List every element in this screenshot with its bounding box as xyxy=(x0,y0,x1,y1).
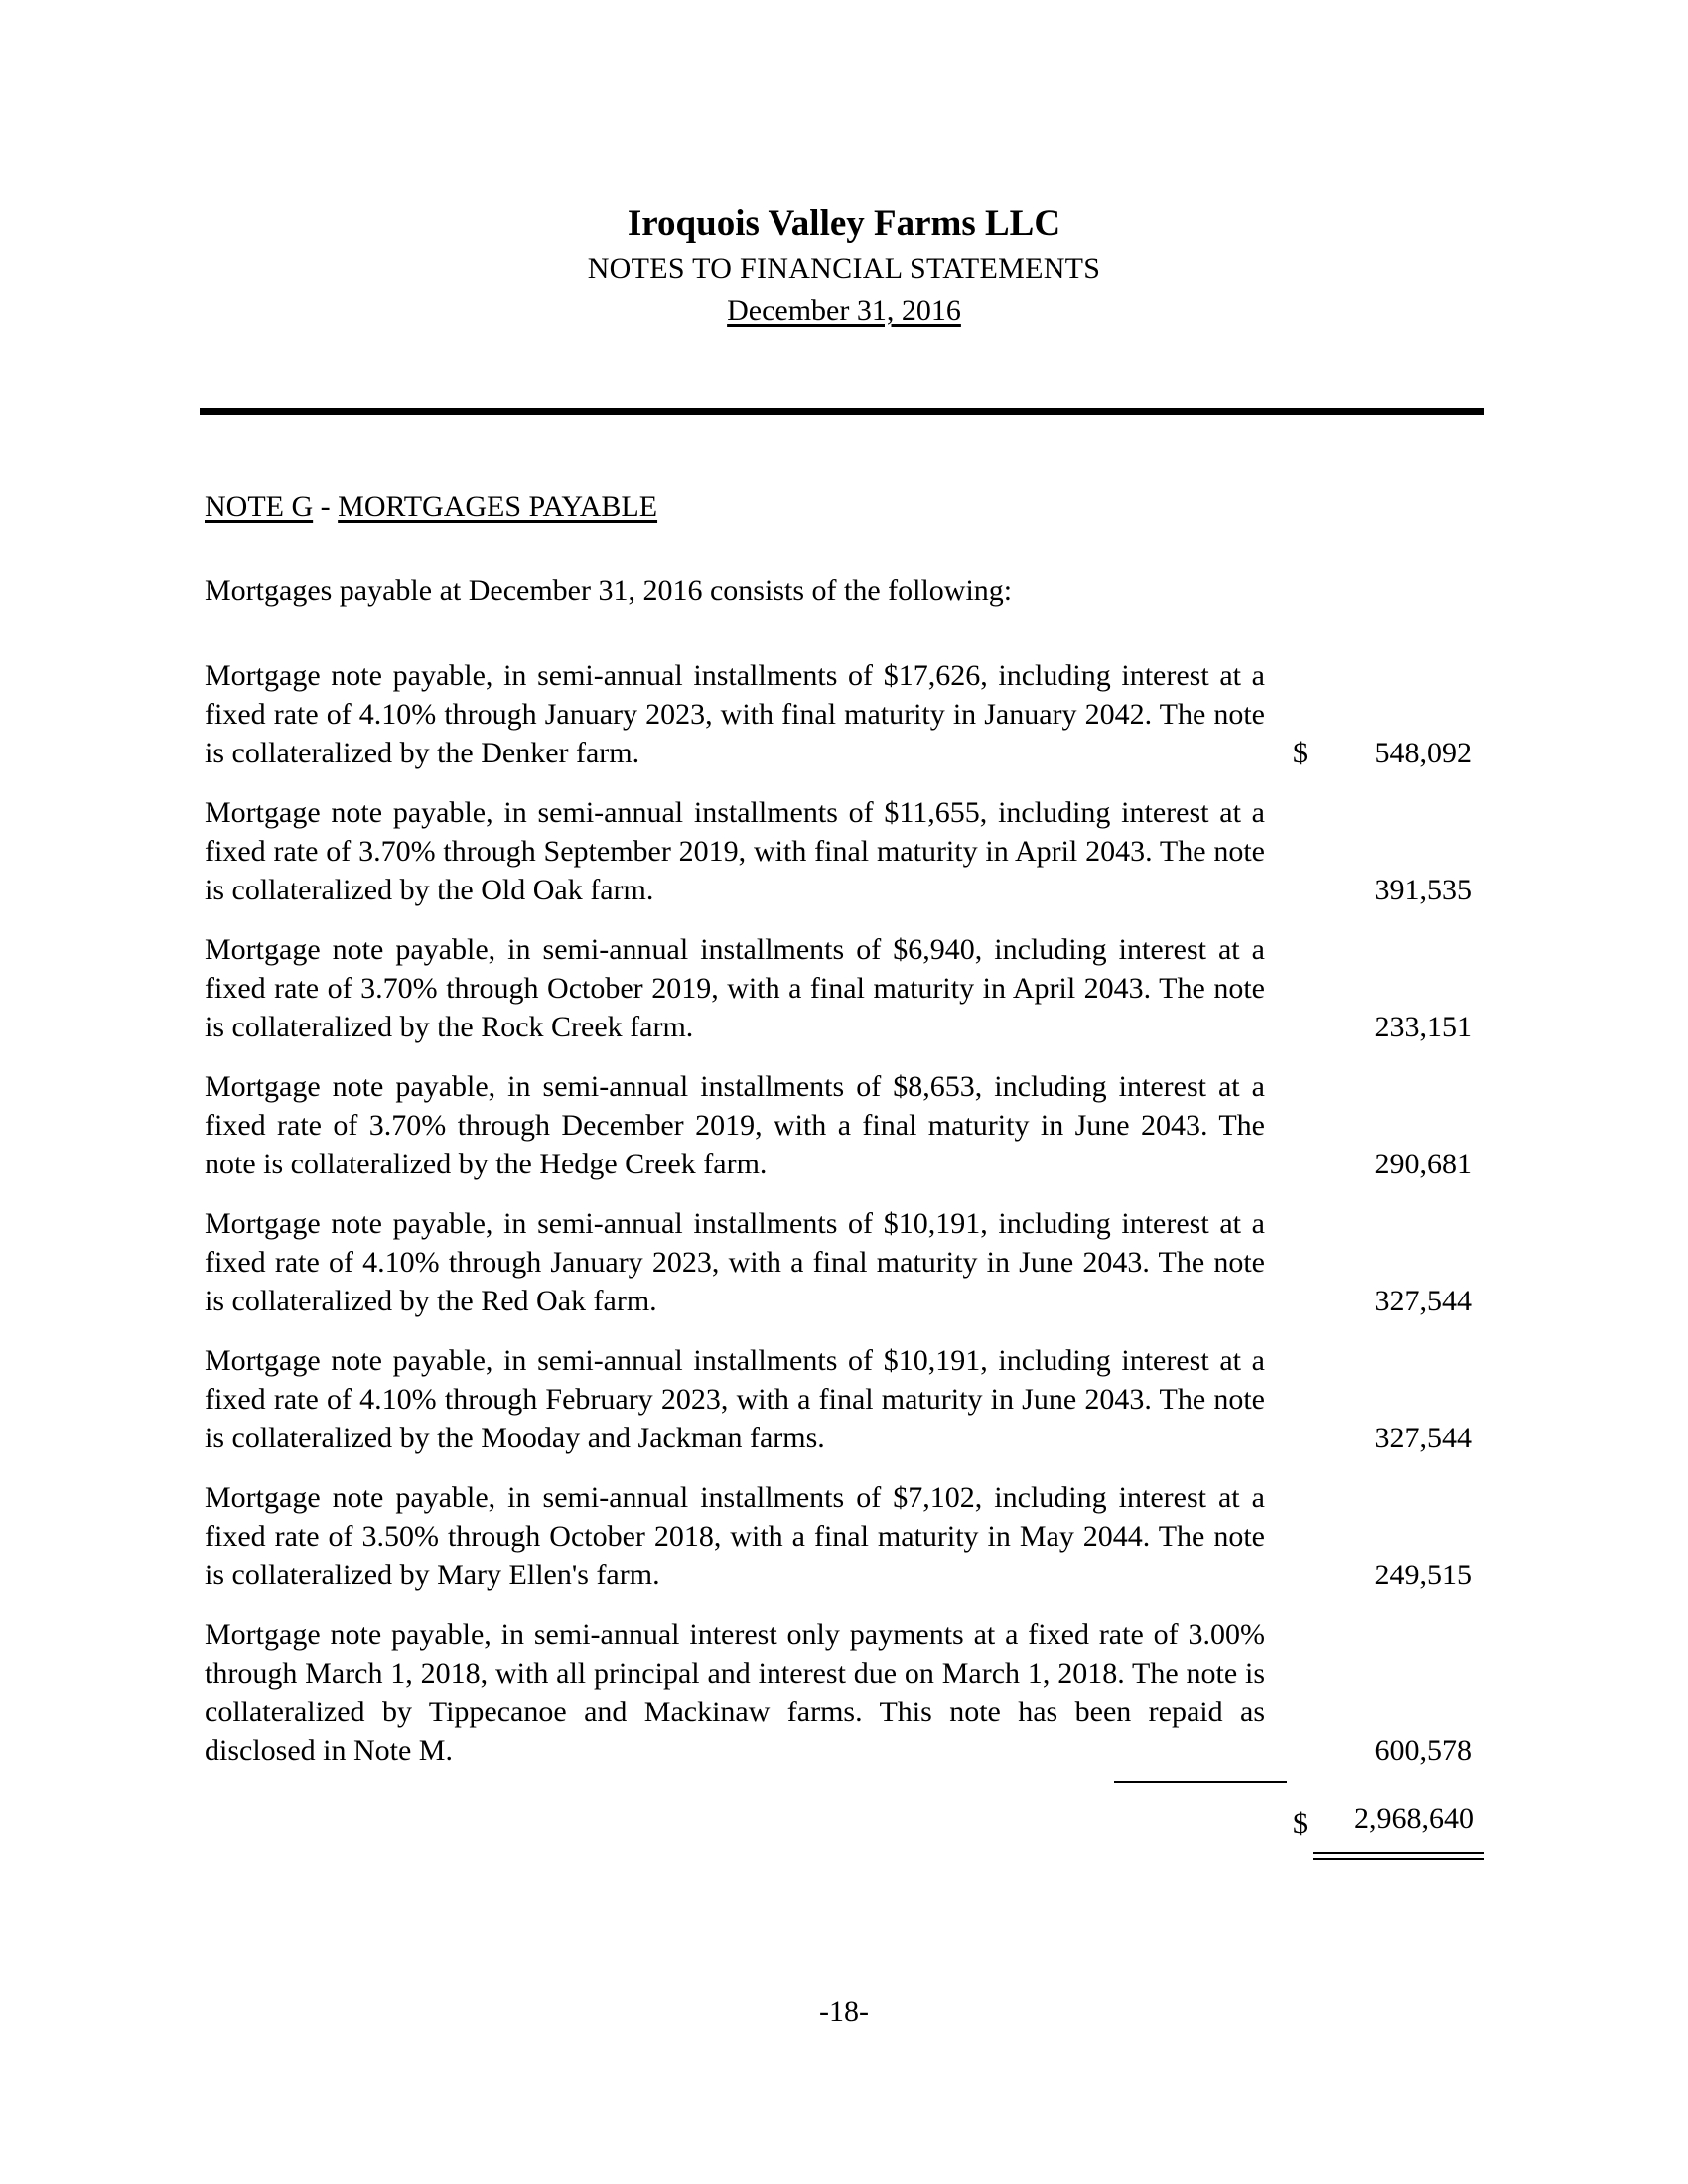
mortgage-description: Mortgage note payable, in semi-annual installments of $6,940, including interest at a fixed rate of 3.70% through October 2019, with a final maturity in April 2043. The note is collateralized by the Rock Creek farm. xyxy=(205,933,1265,1043)
mortgage-description: Mortgage note payable, in semi-annual installments of $10,191, including interest at a fixed rate of 4.10% through January 2023, with a final maturity in June 2043. The note is collateralized by the Red Oak farm. xyxy=(205,1207,1265,1317)
statement-date-wrapper xyxy=(0,294,1688,328)
mortgage-entry xyxy=(205,1615,1485,1794)
total-currency-symbol: $ xyxy=(1293,1807,1308,1840)
mortgage-entry xyxy=(205,1067,1485,1204)
mortgage-amount: 327,544 xyxy=(1374,1422,1472,1454)
header-divider xyxy=(200,408,1484,415)
currency-symbol: $ xyxy=(1293,737,1308,769)
note-label: NOTE G xyxy=(205,490,314,523)
mortgage-description: Mortgage note payable, in semi-annual installments of $8,653, including interest at a fixed rate of 3.70% through December 2019, with a final maturity in June 2043. The note is collateralized by the Hedge Creek farm. xyxy=(205,1070,1265,1180)
mortgage-entry xyxy=(205,656,1485,793)
statement-date: December 31, 2016 xyxy=(727,294,961,327)
mortgage-entry xyxy=(205,1478,1485,1615)
mortgage-description: Mortgage note payable, in semi-annual installments of $7,102, including interest at a fixed rate of 3.50% through October 2018, with a final maturity in May 2044. The note is collateralized by Mary Ellen's farm. xyxy=(205,1481,1265,1591)
mortgage-description: Mortgage note payable, in semi-annual installments of $10,191, including interest at a fixed rate of 4.10% through February 2023, with a final maturity in June 2043. The note is collateralized by the Mooday and Jackman farms. xyxy=(205,1344,1265,1454)
mortgage-description: Mortgage note payable, in semi-annual installments of $17,626, including interest at a fixed rate of 4.10% through January 2023, with final maturity in January 2042. The note is collateralized by the Denker farm. xyxy=(205,659,1265,769)
mortgage-list xyxy=(205,656,1485,1794)
page-number: -18- xyxy=(819,1995,869,2028)
note-intro: Mortgages payable at December 31, 2016 consists of the following: xyxy=(205,574,1013,607)
mortgage-amount: 548,092 xyxy=(1374,737,1472,769)
mortgage-entry xyxy=(205,1204,1485,1341)
mortgage-amount: 600,578 xyxy=(1374,1734,1472,1767)
mortgage-description: Mortgage note payable, in semi-annual installments of $11,655, including interest at a fixed rate of 3.70% through September 2019, with final maturity in April 2043. The note is collateralized by the Old Oak farm. xyxy=(205,796,1265,906)
subtotal-underline xyxy=(1114,1781,1287,1783)
mortgage-amount: 290,681 xyxy=(1374,1148,1472,1180)
mortgage-entry xyxy=(205,1341,1485,1478)
note-separator: - xyxy=(313,490,339,523)
mortgage-amount: 327,544 xyxy=(1374,1285,1472,1317)
mortgage-entry xyxy=(205,930,1485,1067)
mortgage-amount: 391,535 xyxy=(1374,874,1472,906)
mortgage-description: Mortgage note payable, in semi-annual interest only payments at a fixed rate of 3.00% through March 1, 2018, with all principal and interest due on March 1, 2018. The note is collateralized by Tippecanoe and Mackinaw farms. This note has been repaid as disclosed in Note M. xyxy=(205,1618,1265,1767)
total-amount: 2,968,640 xyxy=(1354,1802,1474,1835)
document-subtitle: NOTES TO FINANCIAL STATEMENTS xyxy=(587,252,1101,285)
mortgage-amount: 249,515 xyxy=(1374,1559,1472,1591)
company-name: Iroquois Valley Farms LLC xyxy=(627,204,1061,244)
note-heading xyxy=(205,490,657,524)
note-title: MORTGAGES PAYABLE xyxy=(338,490,658,523)
total-double-underline xyxy=(1313,1852,1484,1860)
mortgage-amount: 233,151 xyxy=(1374,1011,1472,1043)
mortgage-entry xyxy=(205,793,1485,930)
